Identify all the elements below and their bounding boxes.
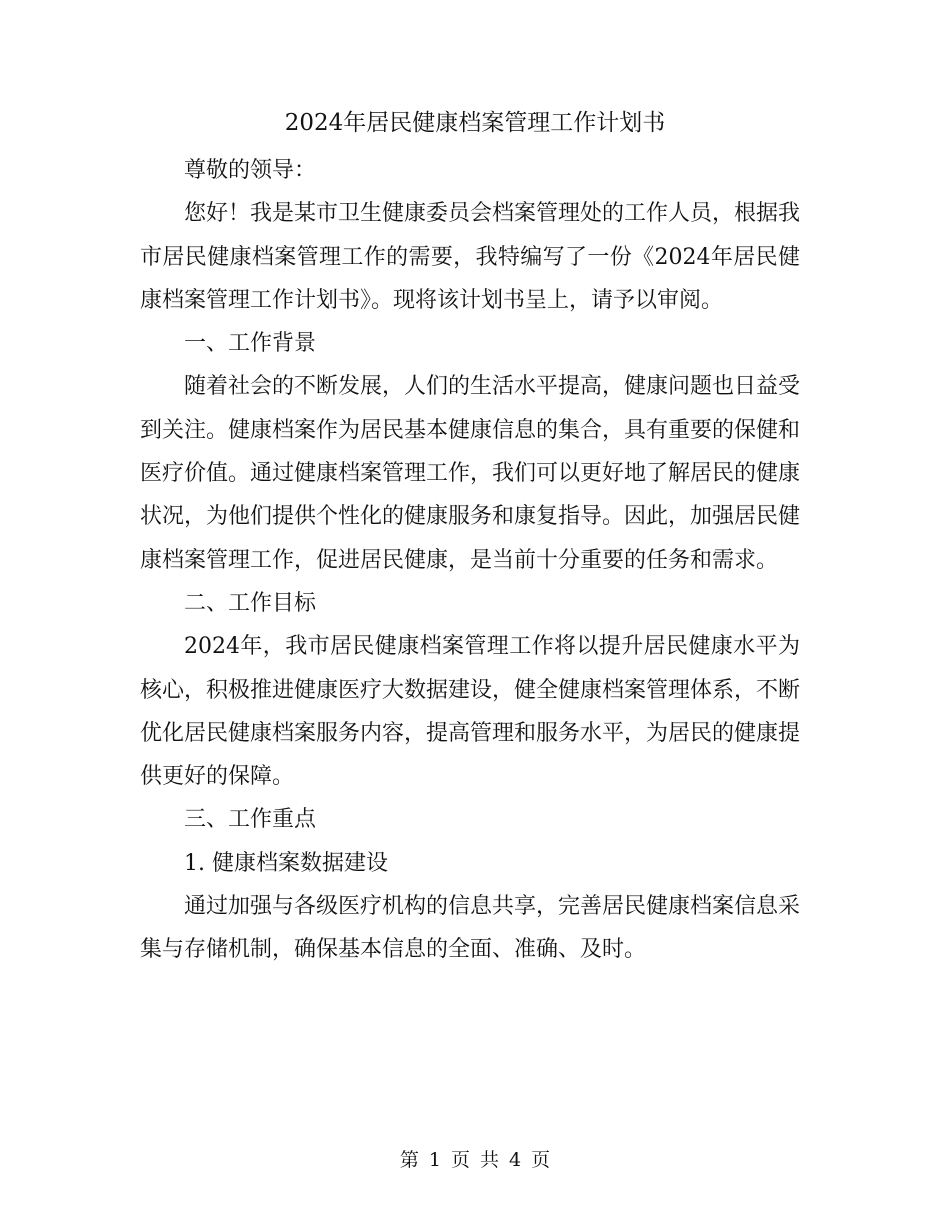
paragraph-goals: 2024年，我市居民健康档案管理工作将以提升居民健康水平为核心，积极推进健康医疗大数据建设，健全健康档案管理体系，不断优化居民健康档案服务内容，提高管理和服务水平，为居民的健康提供更好的保障。 — [140, 634, 801, 790]
document-title: 2024年居民健康档案管理工作计划书 — [284, 110, 666, 136]
section-heading-background: 一、工作背景 — [184, 331, 317, 357]
section-heading-goals: 二、工作目标 — [184, 590, 317, 616]
document-body — [140, 149, 800, 972]
salutation: 尊敬的领导： — [184, 158, 317, 183]
paragraph-background: 随着社会的不断发展，人们的生活水平提高，健康问题也日益受到关注。健康档案作为居民基本健康信息的集合，具有重要的保健和医疗价值。通过健康档案管理工作，我们可以更好地了解居民的健康状况，为他们提供个性化的健康服务和康复指导。因此，加强居民健康档案管理工作，促进居民健康，是当前十分重要的任务和需求。 — [140, 374, 801, 573]
page-footer: 第 1 页 共 4 页 — [399, 1149, 551, 1171]
paragraph-greeting: 您好！我是某市卫生健康委员会档案管理处的工作人员，根据我市居民健康档案管理工作的需要，我特编写了一份《2024年居民健康档案管理工作计划书》。现将该计划书呈上，请予以审阅。 — [140, 201, 801, 313]
paragraph-data-construction: 通过加强与各级医疗机构的信息共享，完善居民健康档案信息采集与存储机制，确保基本信息的全面、准确、及时。 — [140, 894, 801, 963]
subheading-data-construction: 1. 健康档案数据建设 — [184, 850, 388, 876]
section-heading-priorities: 三、工作重点 — [184, 807, 317, 833]
